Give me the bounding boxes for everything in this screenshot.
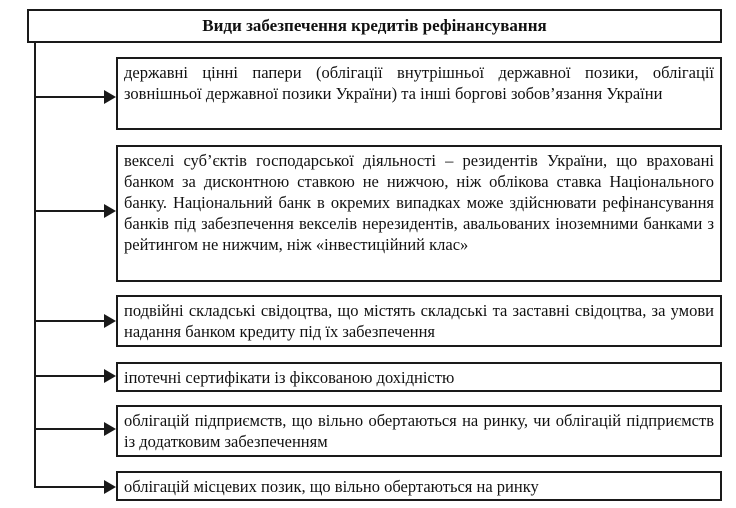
connector-line-6	[36, 486, 110, 488]
vertical-connector-line	[34, 43, 36, 488]
arrow-icon	[104, 204, 116, 218]
item-box-mortgage-certificates: іпотечні сертифікати із фіксованою дохідністю	[116, 362, 722, 392]
arrow-icon	[104, 480, 116, 494]
arrow-icon	[104, 369, 116, 383]
connector-line-2	[36, 210, 110, 212]
arrow-icon	[104, 90, 116, 104]
connector-line-1	[36, 96, 110, 98]
connector-line-5	[36, 428, 110, 430]
item-box-bills-of-exchange: векселі суб’єктів господарської діяльності – резидентів України, що враховані банком за дисконтною ставкою не нижчою, ніж облікова ставка Національного банку. Національний банк в окремих випадках може здійснювати рефінансування банків під забезпечення векселів нерезидентів, авальованих іноземними банками з рейтингом не нижчим, ніж «інвестиційний клас»	[116, 145, 722, 282]
item-box-government-securities: державні цінні папери (облігації внутрішньої державної позики, облігації зовнішньої державної позики України) та інші боргові зобов’язання України	[116, 57, 722, 130]
item-box-warehouse-certificates: подвійні складські свідоцтва, що містять складські та заставні свідоцтва, за умови надання банком кредиту під їх забезпечення	[116, 295, 722, 347]
diagram-title: Види забезпечення кредитів рефінансування	[27, 9, 722, 43]
item-box-corporate-bonds: облігацій підприємств, що вільно обертаються на ринку, чи облігацій підприємств із додатковим забезпеченням	[116, 405, 722, 457]
connector-line-4	[36, 375, 110, 377]
connector-line-3	[36, 320, 110, 322]
item-box-local-loan-bonds: облігацій місцевих позик, що вільно обертаються на ринку	[116, 471, 722, 501]
arrow-icon	[104, 422, 116, 436]
arrow-icon	[104, 314, 116, 328]
